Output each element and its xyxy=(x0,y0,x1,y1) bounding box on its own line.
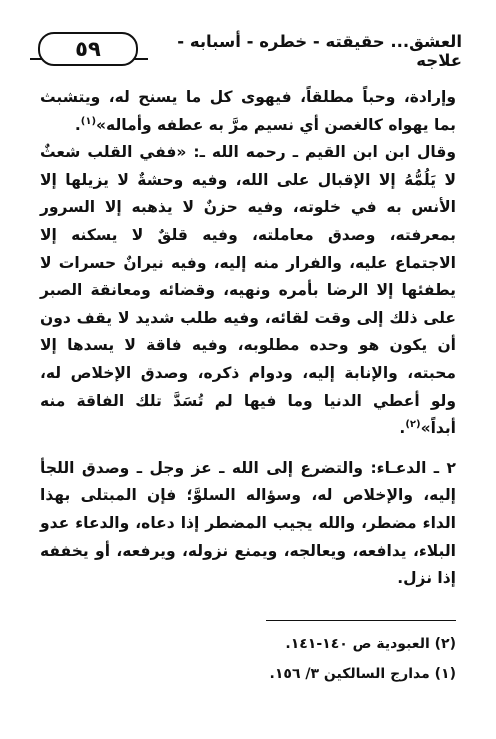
paragraph-2-text: وقال ابن ابن القيم ـ رحمه الله ـ: «ففي القلب شعثٌ لا يَلُمُّهُ إلا الإقبال على الله، وفيه وحشةٌ لا يزيلها إلا الأنس به في خلوته، وفيه حزنٌ لا يذهبه إلا السرور بمعرفته، وصدق معاملته، وفيه قلقٌ لا يسكنه إلا الاجتماع عليه، والفرار منه إليه، وفيه نيرانٌ حسرات لا يطفئها إلا الرضا بأمره ونهيه، وقضائه ومعانقة الصبر على ذلك إلى وقت لقائه، وفيه طلب شديد لا يقف دون أن يكون هو وحده مطلوبه، وفيه فاقة لا يسدها إلا محبته، والإنابة إليه، ودوام ذكره، وصدق الإخلاص له، ولو أعطي الدنيا وما فيها لم تُسَدَّ تلك الفاقة منه أبداً» xyxy=(40,143,456,438)
footnote-ref-1: (١) xyxy=(80,115,97,127)
main-text xyxy=(40,84,456,593)
page-header xyxy=(30,30,462,70)
footnote-1: (١) مدارج السالكين ٣/ ١٥٦. xyxy=(269,666,456,682)
page-number: ٥٩ xyxy=(38,32,138,66)
footnote-2: (٢) العبودية ص ١٤٠-١٤١. xyxy=(285,636,456,652)
paragraph-2: وقال ابن ابن القيم ـ رحمه الله ـ: «ففي القلب شعثٌ لا يَلُمُّهُ إلا الإقبال على الله، وفيه وحشةٌ لا يزيلها إلا الأنس به في خلوته، وفيه حزنٌ لا يذهبه إلا السرور بمعرفته، وصدق معاملته، وفيه قلقٌ لا يسكنه إلا الاجتماع عليه، والفرار منه إليه، وفيه نيرانٌ حسرات لا يطفئها إلا الرضا بأمره ونهيه، وقضائه ومعانقة الصبر على ذلك إلى وقت لقائه، وفيه طلب شديد لا يقف دون أن يكون هو وحده مطلوبه، وفيه فاقة لا يسدها إلا محبته، والإنابة إليه، ودوام ذكره، وصدق الإخلاص له، ولو أعطي الدنيا وما فيها لم تُسَدَّ تلك الفاقة منه أبداً»$^{(٢)}$. xyxy=(40,143,456,438)
footnote-ref-2: (٢) xyxy=(405,418,421,430)
footnotes xyxy=(40,620,456,689)
running-title: العشق... حقيقته - خطره - أسبابه - علاجه xyxy=(148,32,462,70)
paragraph-1: وإرادة، وحباً مطلقاً، فيهوى كل ما يسنح له، ويتشبث بما يهواه كالغصن أي نسيم مرَّ به عطفه وأماله»$^{(١)}$. xyxy=(40,88,456,134)
footnote-rule xyxy=(266,620,456,621)
paragraph-3: ٢ ـ الدعـاء: والتضرع إلى الله ـ عز وجل ـ وصدق اللجأ إليه، والإخلاص له، وسؤاله السلوَّ؛ فإن المبتلى بهذا الداء مضطر، والله يجيب المضطر إذا دعاه، والدعاء عدو البلاء، يدافعه، ويعالجه، ويمنع نزوله، ويرفعه، أو يخففه إذا نزل. xyxy=(40,458,456,588)
paragraph-1-text: وإرادة، وحباً مطلقاً، فيهوى كل ما يسنح له، ويتشبث بما يهواه كالغصن أي نسيم مرَّ به عطفه وأماله» xyxy=(40,88,456,134)
